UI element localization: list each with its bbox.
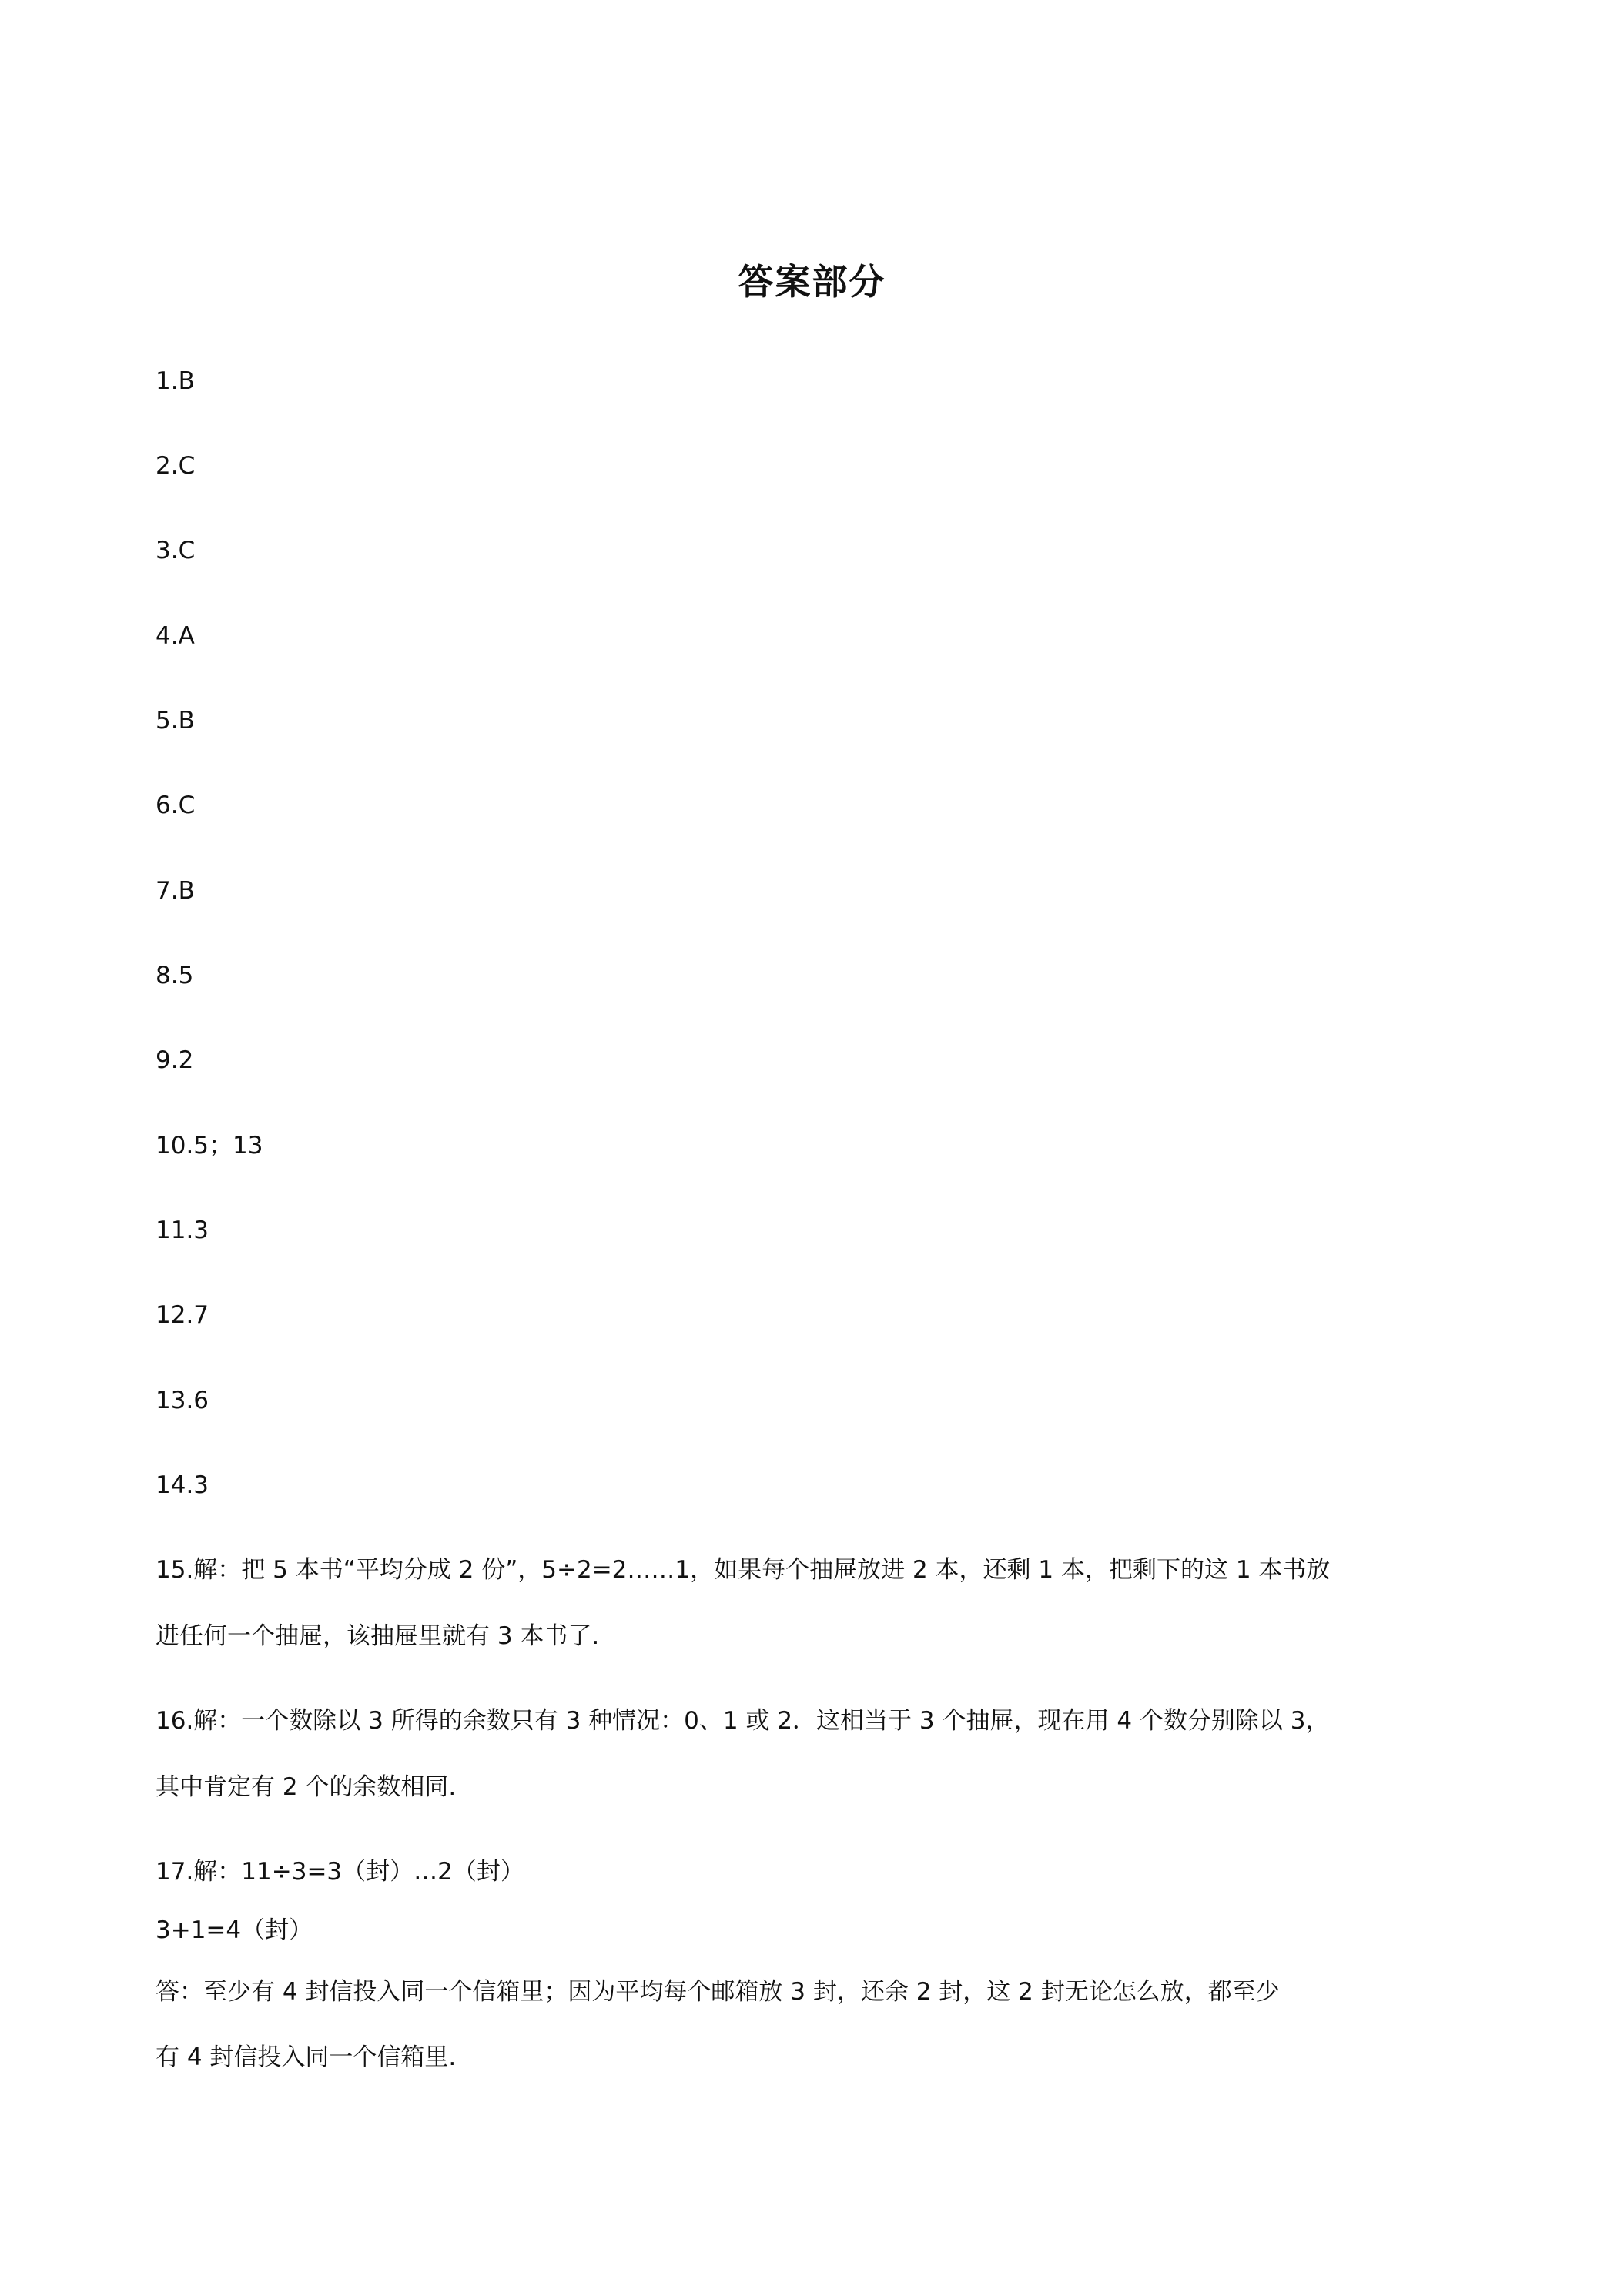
answer-17-line-3: 答：至少有 4 封信投入同一个信箱里；因为平均每个邮箱放 3 封，还余 2 封，这 2 封无论怎么放，都至少 [156, 1978, 1280, 2006]
answer-5: 5.B [156, 707, 195, 735]
answer-17-line-1: 17.解：11÷3=3（封）…2（封） [156, 1858, 524, 1886]
answer-13: 13.6 [156, 1387, 209, 1414]
answer-1: 1.B [156, 367, 195, 395]
answer-16-line-1: 16.解：一个数除以 3 所得的余数只有 3 种情况：0、1 或 2．这相当于 3 个抽屉，现在用 4 个数分别除以 3， [156, 1707, 1330, 1735]
answer-17-line-2: 3+1=4（封） [156, 1916, 313, 1944]
answer-4: 4.A [156, 622, 195, 650]
answer-14: 14.3 [156, 1471, 209, 1499]
page-title: 答案部分 [738, 261, 886, 303]
answer-12: 12.7 [156, 1301, 209, 1329]
answer-2: 2.C [156, 452, 196, 480]
answer-17-line-4: 有 4 封信投入同一个信箱里. [156, 2043, 457, 2071]
answer-9: 9.2 [156, 1046, 194, 1074]
answer-15-line-1: 15.解：把 5 本书“平均分成 2 份”，5÷2=2……1，如果每个抽屉放进 2 本，还剩 1 本，把剩下的这 1 本书放 [156, 1556, 1331, 1584]
answer-8: 8.5 [156, 962, 194, 989]
answer-15-line-2: 进任何一个抽屉，该抽屉里就有 3 本书了. [156, 1622, 600, 1650]
answer-3: 3.C [156, 537, 196, 564]
answer-11: 11.3 [156, 1217, 209, 1244]
answer-16-line-2: 其中肯定有 2 个的余数相同. [156, 1773, 457, 1801]
answer-7: 7.B [156, 877, 195, 905]
answer-10: 10.5；13 [156, 1132, 263, 1160]
answer-6: 6.C [156, 792, 196, 819]
